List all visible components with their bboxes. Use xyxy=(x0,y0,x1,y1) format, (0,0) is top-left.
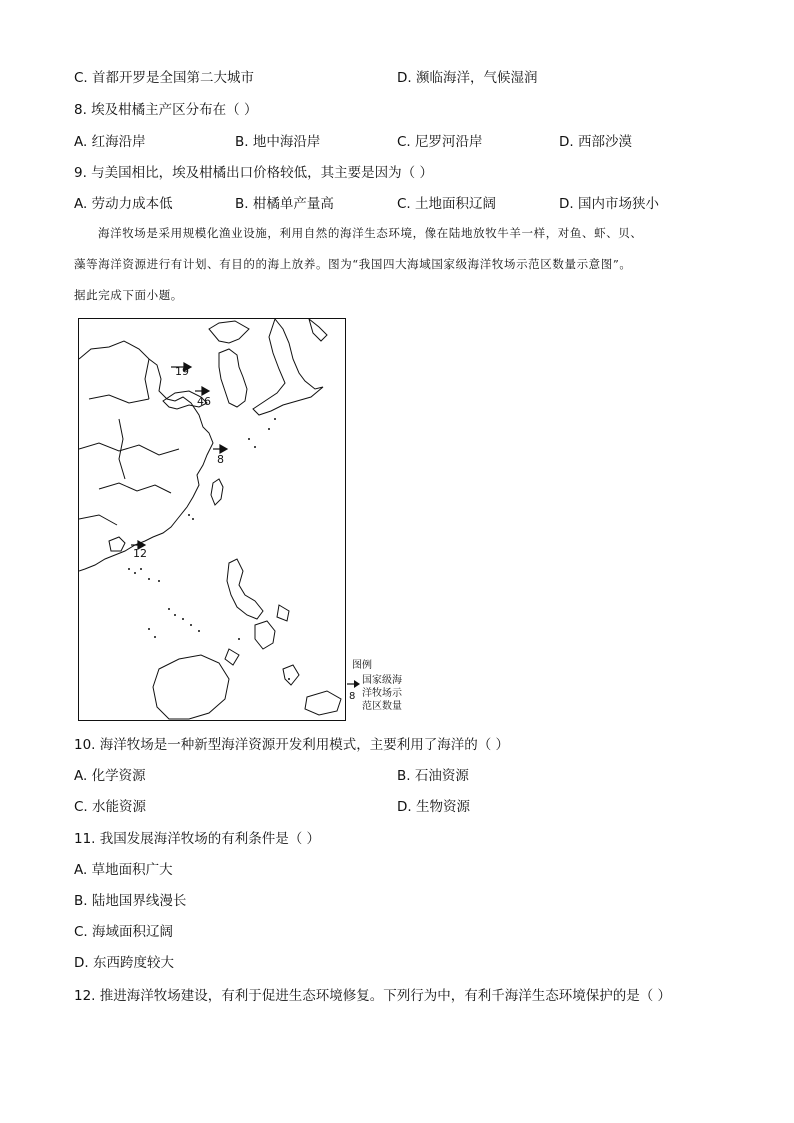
q11-option-c: C. 海域面积辽阔 xyxy=(74,924,174,940)
passage-line-3: 据此完成下面小题。 xyxy=(74,288,183,302)
legend-line-2: 洋牧场示 xyxy=(362,688,402,699)
q10-option-a: A. 化学资源 xyxy=(74,768,146,784)
q9-option-b: B. 柑橘单产量高 xyxy=(235,196,334,212)
label-south-sea-count: 12 xyxy=(133,547,147,560)
legend-title: 图例 xyxy=(352,660,372,671)
q10-option-d: D. 生物资源 xyxy=(397,799,470,815)
q8-stem: 8. 埃及柑橘主产区分布在（ ） xyxy=(74,102,258,118)
sea-ranch-map xyxy=(78,318,346,721)
q11-stem: 11. 我国发展海洋牧场的有利条件是（ ） xyxy=(74,831,321,847)
q10-stem: 10. 海洋牧场是一种新型海洋资源开发利用模式，主要利用了海洋的（ ） xyxy=(74,737,510,753)
q9-option-a: A. 劳动力成本低 xyxy=(74,196,173,212)
q8-option-a: A. 红海沿岸 xyxy=(74,134,146,150)
legend-line-3: 范区数量 xyxy=(362,701,402,712)
passage-line-2: 藻等海洋资源进行有计划、有目的的海上放养。图为“我国四大海域国家级海洋牧场示范区数量示意图”。 xyxy=(74,257,632,271)
q11-option-b: B. 陆地国界线漫长 xyxy=(74,893,187,909)
q8-option-c: C. 尼罗河沿岸 xyxy=(397,134,483,150)
q7-option-c: C. 首都开罗是全国第二大城市 xyxy=(74,70,255,86)
q12-stem: 12. 推进海洋牧场建设，有利于促进生态环境修复。下列行为中，有利千海洋生态环境保护的是（ ） xyxy=(74,988,672,1004)
label-yellow-sea-count: 46 xyxy=(197,395,211,408)
legend-line-1: 国家级海 xyxy=(362,675,402,686)
q9-option-d: D. 国内市场狭小 xyxy=(559,196,659,212)
passage xyxy=(74,218,734,311)
q11-option-d: D. 东西跨度较大 xyxy=(74,955,174,971)
q7-option-d: D. 濒临海洋，气候湿润 xyxy=(397,70,538,86)
label-bohai-count: 19 xyxy=(175,365,189,378)
map-drawing xyxy=(79,319,345,720)
passage-line-1: 海洋牧场是采用规模化渔业设施，利用自然的海洋生态环境，像在陆地放牧牛羊一样，对鱼、虾、贝、 xyxy=(98,226,643,240)
legend-sample-number: 8 xyxy=(349,691,356,702)
q10-option-b: B. 石油资源 xyxy=(397,768,469,784)
q8-option-d: D. 西部沙漠 xyxy=(559,134,632,150)
q9-option-c: C. 土地面积辽阔 xyxy=(397,196,497,212)
q11-option-a: A. 草地面积广大 xyxy=(74,862,173,878)
q10-option-c: C. 水能资源 xyxy=(74,799,147,815)
q9-stem: 9. 与美国相比，埃及柑橘出口价格较低，其主要是因为（ ） xyxy=(74,165,433,181)
label-east-sea-count: 8 xyxy=(217,453,224,466)
q8-option-b: B. 地中海沿岸 xyxy=(235,134,321,150)
